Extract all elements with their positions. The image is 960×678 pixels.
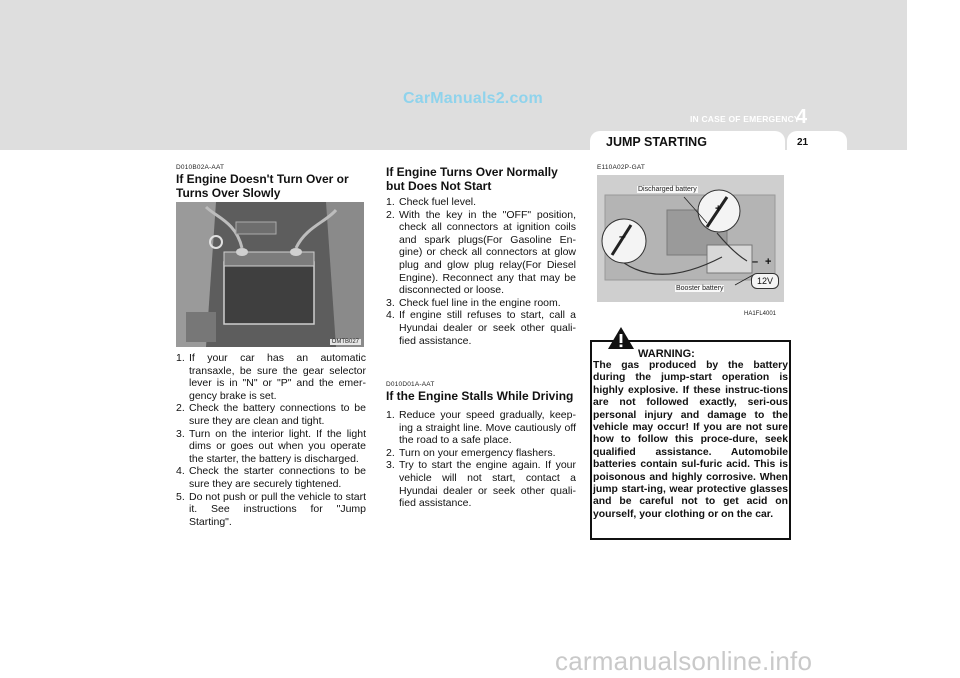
section-heading: If Engine Doesn't Turn Over or Turns Over Slowly [176, 172, 349, 200]
discharged-battery-label: Discharged battery [638, 186, 697, 193]
chapter-number: 4 [796, 106, 808, 128]
plus-sign-clamp: + [715, 203, 722, 215]
section-code: D010B02A-AAT [176, 164, 225, 171]
left-column [176, 164, 366, 200]
section-code: E110A02P-GAT [597, 164, 646, 171]
warning-text: The gas produced by the battery during the jump-start operation is highly explosive. If these instruc-tions are not followed exactly, seri-ous personal injury and damage to the vehicle may occur! If you are not sure how to follow this proce-dure, seek qualified assistance. Automobile batteries contain sul-furic acid. This is poisonous and highly corrosive. When jump start-ing, wear protective glasses and be careful not to get acid on yourself, your clothing or on the car. [593, 360, 788, 520]
plus-sign: + [765, 256, 772, 268]
jump-start-diagram [597, 175, 784, 302]
list-item: 3. Turn on the interior light. If the light dims or goes out when you operate the starter, the battery is discharged. [176, 427, 366, 465]
battery-photo-illustration [176, 202, 364, 347]
list-item: 2. Check the battery connections to be sure they are clean and tight. [176, 402, 366, 427]
section-heading: If the Engine Stalls While Driving [386, 389, 574, 403]
list-item: 2. Turn on your emergency flashers. [386, 446, 556, 459]
warning-icon [607, 326, 635, 355]
battery-photo [176, 202, 364, 347]
list-item: 5. Do not push or pull the vehicle to start it. See instructions for "Jump Starting". [176, 490, 366, 528]
warning-title: WARNING: [638, 348, 695, 360]
middle-column-section2 [386, 381, 576, 510]
watermark-bottom[interactable]: carmanualsonline.info [555, 646, 813, 676]
header-band [0, 0, 907, 150]
list-item: 1. Check fuel level. [386, 196, 477, 208]
left-steps [176, 352, 366, 528]
list-item: 1. If your car has an automatic transaxle, be sure the gear selector lever is in "N" or "P" and the emer-gency brake is set. [176, 352, 366, 402]
list-item: 1. Reduce your speed gradually, keep-ing a straight line. Move cautiously off the road to a safe place. [386, 409, 576, 447]
watermark-top[interactable]: CarManuals2.com [403, 90, 543, 107]
section-code: D010D01A-AAT [386, 381, 435, 388]
voltage-badge: 12V [751, 273, 779, 289]
list-item: 2. With the key in the "OFF" position, check all connectors at ignition coils and spark plugs(For Gasoline En-gine) or check all connectors at glow plug and glow plug relay(For Diesel Engine). Reconnect any that may be disconnected or loose. [386, 208, 576, 297]
list-item: 4. If engine still refuses to start, call a Hyundai dealer or seek other quali-fied assistance. [386, 309, 576, 347]
right-margin [907, 0, 960, 678]
list-item: 3. Check fuel line in the engine room. [386, 296, 561, 309]
diagram-code: HA1FL4001 [744, 311, 777, 317]
minus-sign: – [752, 256, 759, 268]
booster-battery-label: Booster battery [676, 285, 724, 292]
minus-sign-clamp: – [619, 229, 626, 243]
section-label: IN CASE OF EMERGENCY [690, 114, 800, 124]
list-item: 3. Try to start the engine again. If your vehicle will not start, contact a Hyundai dealer or seek other quali-fied assistance. [386, 459, 576, 510]
page-title-tab: JUMP STARTING [590, 131, 785, 151]
list-item: 4. Check the starter connections to be sure they are securely tightened. [176, 465, 366, 490]
section-heading: If Engine Turns Over Normally but Does Not Start [386, 165, 558, 193]
photo-code: OMTB027 [331, 339, 359, 345]
page-number: 21 [787, 131, 847, 151]
middle-column [386, 164, 576, 347]
